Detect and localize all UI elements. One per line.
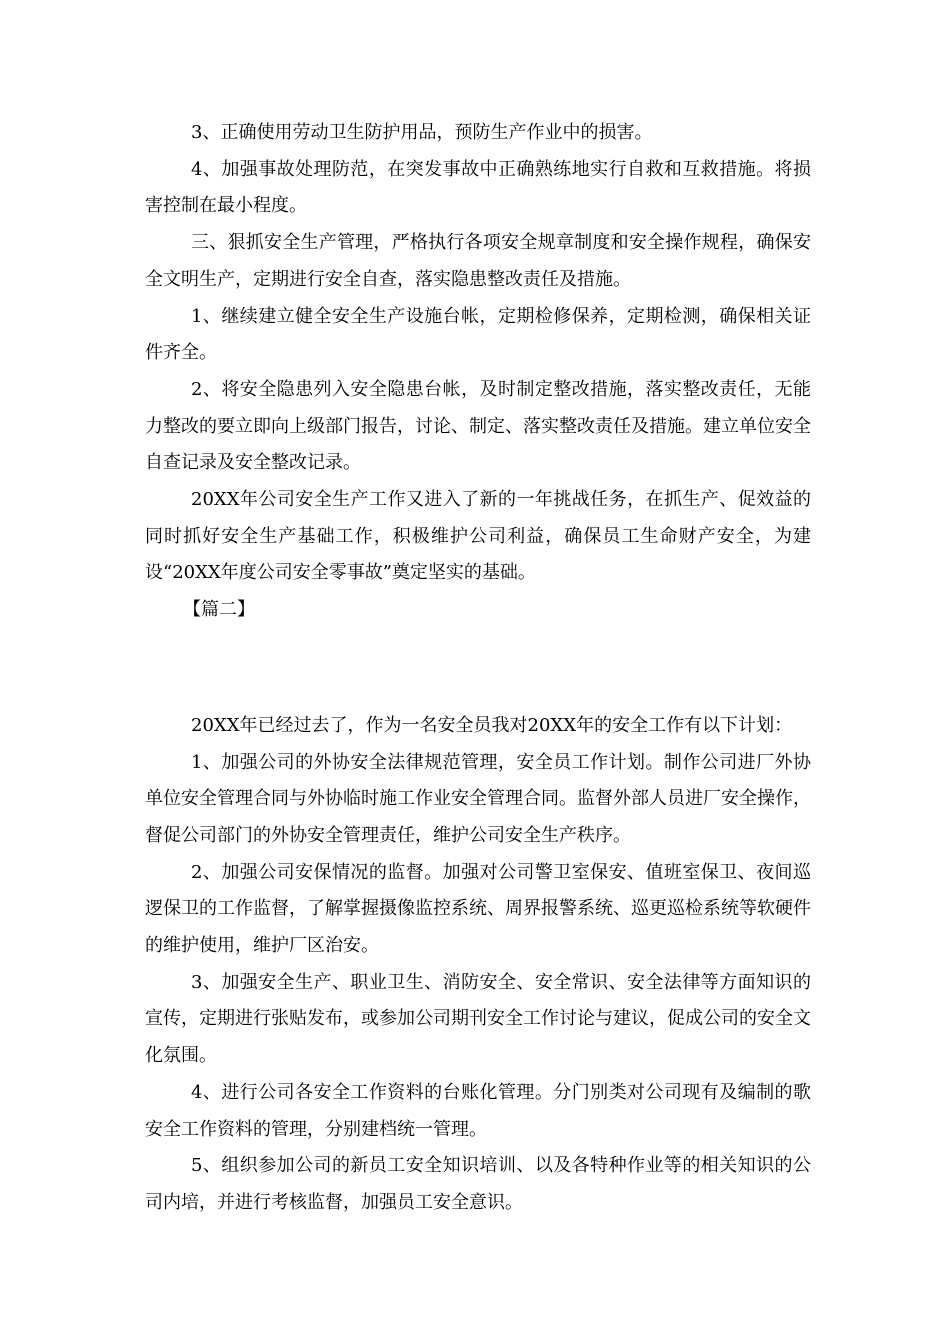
section-heading: 【篇二】: [183, 599, 255, 621]
paragraph: 20XX年公司安全生产工作又进入了新的一年挑战任务，在抓生产、促效益的同时抓好安全生产基础工作，积极维护公司利益，确保员工生命财产安全，为建设“20XX年度公司安全零事故”奠定坚实的基础。: [145, 489, 811, 584]
paragraph: 3、加强安全生产、职业卫生、消防安全、安全常识、安全法律等方面知识的宣传，定期进行张贴发布，或参加公司期刊安全工作讨论与建议，促成公司的安全文化氛围。: [145, 971, 811, 1067]
paragraph: 2、加强公司安保情况的监督。加强对公司警卫室保安、值班室保卫、夜间巡逻保卫的工作监督，了解掌握摄像监控系统、周界报警系统、巡更巡检系统等软硬件的维护使用，维护厂区治安。: [145, 861, 811, 957]
paragraph: 2、将安全隐患列入安全隐患台帐，及时制定整改措施，落实整改责任，无能力整改的要立即向上级部门报告，讨论、制定、落实整改责任及措施。建立单位安全自查记录及安全整改记录。: [145, 378, 811, 474]
paragraph: 1、加强公司的外协安全法律规范管理，安全员工作计划。制作公司进厂外协单位安全管理合同与外协临时施工作业安全管理合同。监督外部人员进厂安全操作，督促公司部门的外协安全管理责任，维护公司安全生产秩序。: [145, 751, 811, 846]
paragraph: 3、正确使用劳动卫生防护用品，预防生产作业中的损害。: [191, 122, 653, 143]
paragraph: 三、狠抓安全生产管理，严格执行各项安全规章制度和安全操作规程，确保安全文明生产，定期进行安全自查，落实隐患整改责任及措施。: [145, 232, 811, 290]
paragraph: 1、继续建立健全安全生产设施台帐，定期检修保养，定期检测，确保相关证件齐全。: [145, 305, 811, 364]
paragraph: 4、加强事故处理防范，在突发事故中正确熟练地实行自救和互救措施。将损害控制在最小程度。: [145, 158, 811, 217]
paragraph: 20XX年已经过去了，作为一名安全员我对20XX年的安全工作有以下计划：: [191, 714, 793, 736]
paragraph: 4、进行公司各安全工作资料的台账化管理。分门别类对公司现有及编制的歌安全工作资料的管理，分别建档统一管理。: [145, 1081, 811, 1140]
paragraph: 5、组织参加公司的新员工安全知识培训、以及各特种作业等的相关知识的公司内培，并进行考核监督，加强员工安全意识。: [145, 1155, 811, 1213]
section-spacer: [145, 629, 811, 708]
document-body: [145, 115, 811, 1222]
